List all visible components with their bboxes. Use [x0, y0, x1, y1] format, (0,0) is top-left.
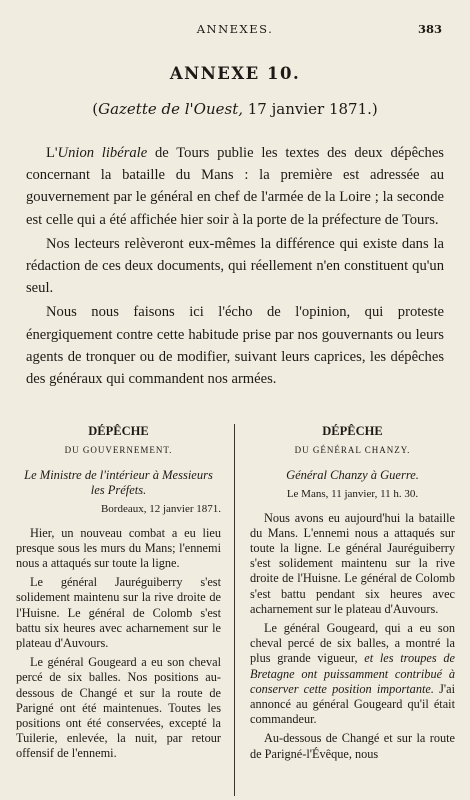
source-date: 17 janvier 1871.) [243, 100, 378, 118]
annex-heading: ANNEXE 10. [169, 64, 301, 83]
dispatch-paragraph: Le général Gougeard a eu son cheval percé de six balles. Nos positions au-dessous de Changé et sur la route de Parigné ont été maintenues. Toutes les positions ont été conservées, excepté la Tuilerie, enlevée, la nuit, par retour offensif de l'ennemi. [16, 655, 221, 761]
intro-paragraph: Nos lecteurs relèveront eux-mêmes la différence qui existe dans la rédaction de ces deux documents, qui réellement n'en constituent qu'un seul. [26, 235, 444, 297]
intro-paragraph: Nous nous faisons ici l'écho de l'opinion, qui proteste énergiquement contre cette habitude prise par nos gouvernants ou leurs agents de tronquer ou de modifier, suivant leurs caprices, les dépêches des généraux qui commandent nos armées. [26, 304, 444, 388]
dispatch-date: Le Mans, 11 janvier, 11 h. 30. [286, 488, 419, 501]
intro-paragraph: L'Union libérale de Tours publie les textes des deux dépêches concernant la bataille du Mans : la première est adressée au gouvernement par le général en chef de l'armée de la Loire ; la seconde est celle qui a été affichée hier soir à la porte de la préfecture de Tours. [26, 145, 444, 228]
government-dispatch-column [16, 424, 221, 766]
column-heading: DÉPÊCHE [88, 424, 149, 438]
dispatch-paragraph: Au-dessous de Changé et sur la route de Parigné-l'Évêque, nous [250, 731, 455, 761]
column-subheading: DU GÉNÉRAL CHANZY. [294, 445, 411, 456]
dispatch-paragraph: Hier, un nouveau combat a eu lieu presque sous les murs du Mans; l'ennemi nous a attaqués sur toute la ligne. [16, 525, 221, 571]
dispatch-paragraph: Nous avons eu aujourd'hui la bataille du Mans. L'ennemi nous a attaqués sur toute la ligne. Le général Jauréguiberry s'est solidement maintenu sur la rive droite de l'Huisne. Le général de Colomb s'est battu pendant six heures avec acharnement sur le plateau d'Auvours. [250, 510, 455, 616]
dispatch-paragraph: Le général Gougeard, qui a eu son cheval percé de six balles, a montré la plus grande vigueur, et les troupes de Bretagne ont puissamment contribué à conserver cette position importante. J'ai annoncé au général Gougeard qu'il était commandeur. [250, 621, 456, 727]
dispatch-addressee: Le Ministre de l'intérieur à Messieurs les Préfets. [24, 468, 213, 498]
chanzy-dispatch-column [250, 424, 455, 766]
dispatch-date: Bordeaux, 12 janvier 1871. [100, 503, 221, 516]
dispatch-paragraph: Le général Jauréguiberry s'est solidement maintenu sur la rive droite de l'Huisne. Le général de Colomb s'est battu six heures avec acharnement sur le plateau d'Auvours. [16, 575, 221, 651]
source-citation [0, 100, 470, 118]
running-head [0, 22, 470, 40]
column-subheading: DU GOUVERNEMENT. [64, 445, 173, 456]
source-open: ( [92, 100, 99, 118]
column-divider [234, 424, 235, 796]
source-title: Gazette de l'Ouest, [98, 100, 243, 118]
intro-text [26, 142, 444, 392]
page-number: 383 [417, 22, 442, 36]
running-head-title: ANNEXES. [196, 22, 274, 36]
dispatch-addressee: Général Chanzy à Guerre. [286, 468, 419, 483]
column-heading: DÉPÊCHE [322, 424, 383, 438]
